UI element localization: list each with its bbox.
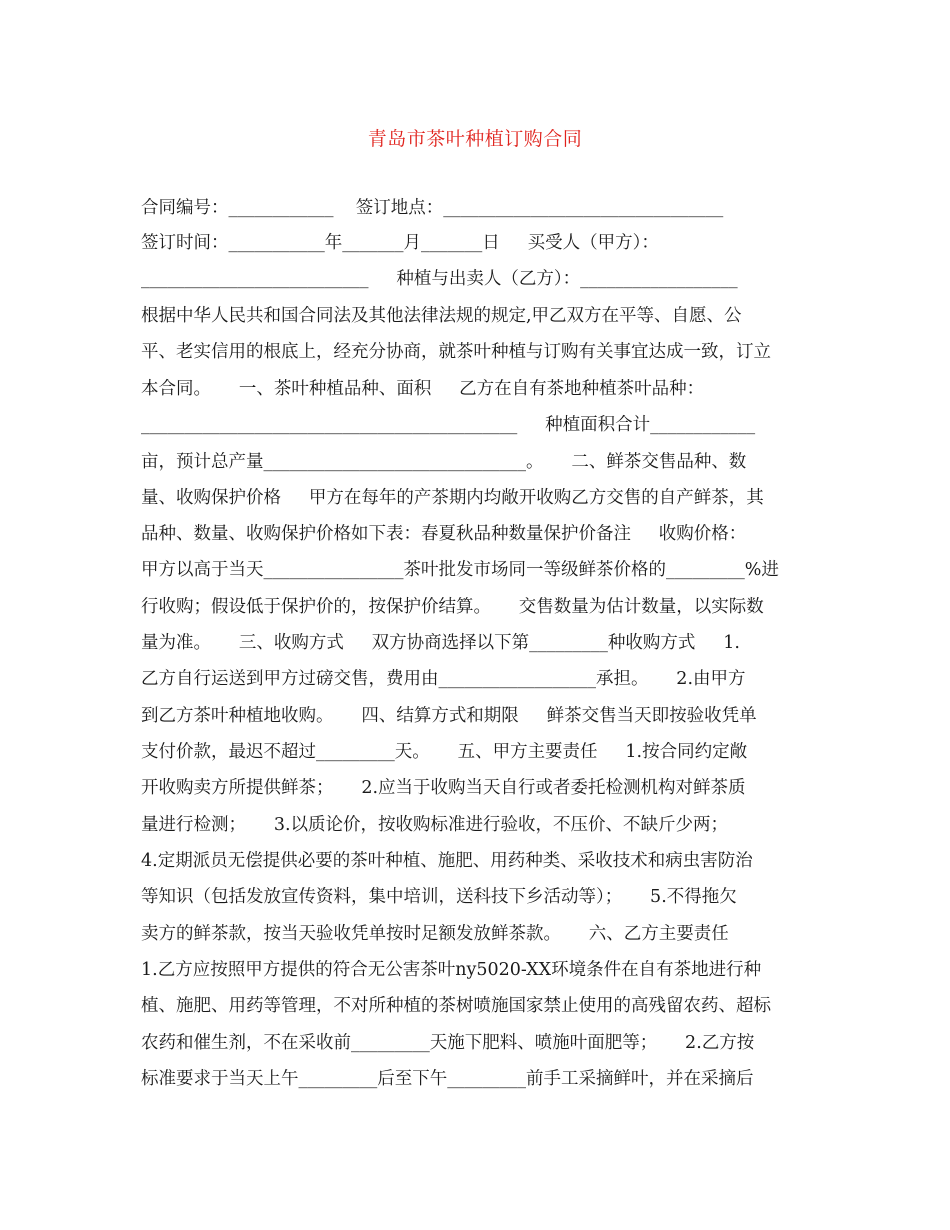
body-line-2: 签订时间：___________年_______月_______日 买受人（甲方）： [141, 233, 659, 253]
body-line-7: ___________________________________________ 种植面积合计____________ [141, 415, 756, 435]
body-line-1: 合同编号：____________ 签订地点：________________________________ [141, 198, 724, 218]
body-line-23: 植、施肥、用药等管理，不对所种植的茶树喷施国家禁止使用的高残留农药、超标 [141, 996, 771, 1016]
body-line-4: 根据中华人民共和国合同法及其他法律法规的规定,甲乙双方在平等、自愿、公 [141, 306, 742, 326]
body-line-9: 量、收购保护价格 甲方在每年的产茶期内均敞开收购乙方交售的自产鲜茶，其 [141, 488, 764, 508]
body-line-10: 品种、数量、收购保护价格如下表：春夏秋品种数量保护价备注 收购价格： [141, 524, 747, 544]
body-line-16: 支付价款，最迟不超过_________天。 五、甲方主要责任 1.按合同约定敞 [141, 742, 748, 762]
body-line-12: 行收购；假设低于保护价的，按保护价结算。 交售数量为估计数量，以实际数 [141, 597, 764, 617]
body-line-19: 4.定期派员无偿提供必要的茶叶种植、施肥、用药种类、采收技术和病虫害防治 [141, 851, 753, 871]
body-line-11: 甲方以高于当天________________茶叶批发市场同一等级鲜茶价格的_________%进 [141, 560, 779, 580]
body-line-22: 1.乙方应按照甲方提供的符合无公害茶叶ny5020-XX环境条件在自有茶地进行种 [141, 960, 762, 980]
body-line-18: 量进行检测； 3.以质论价，按收购标准进行验收，不压价、不缺斤少两； [141, 815, 729, 835]
body-line-17: 开收购卖方所提供鲜茶； 2.应当于收购当天自行或者委托检测机构对鲜茶质 [141, 778, 746, 798]
body-line-3: __________________________ 种植与出卖人（乙方）：__________________ [141, 269, 738, 289]
body-line-24: 农药和催生剂，不在采收前_________天施下肥料、喷施叶面肥等； 2.乙方按 [141, 1033, 755, 1053]
body-line-15: 到乙方茶叶种植地收购。 四、结算方式和期限 鲜茶交售当天即按验收凭单 [141, 706, 757, 726]
body-line-21: 卖方的鲜茶款，按当天验收凭单按时足额发放鲜茶款。 六、乙方主要责任 [141, 924, 729, 944]
body-line-6: 本合同。 一、茶叶种植品种、面积 乙方在自有茶地种植茶叶品种： [141, 379, 705, 399]
body-line-13: 量为准。 三、收购方式 双方协商选择以下第_________种收购方式 1. [141, 633, 740, 653]
body-line-8: 亩，预计总产量______________________________。 二、鲜茶交售品种、数 [141, 452, 747, 472]
body-line-25: 标准要求于当天上午_________后至下午_________前手工采摘鲜叶，并在采摘后 [141, 1069, 754, 1089]
document-title: 青岛市茶叶种植订购合同 [367, 128, 583, 150]
body-line-5: 平、老实信用的根底上，经充分协商，就茶叶种植与订购有关事宜达成一致，订立 [141, 342, 771, 362]
body-line-14: 乙方自行运送到甲方过磅交售，费用由__________________承担。 2.由甲方 [141, 669, 746, 689]
body-line-20: 等知识（包括发放宣传资料，集中培训，送科技下乡活动等）； 5.不得拖欠 [141, 887, 737, 907]
